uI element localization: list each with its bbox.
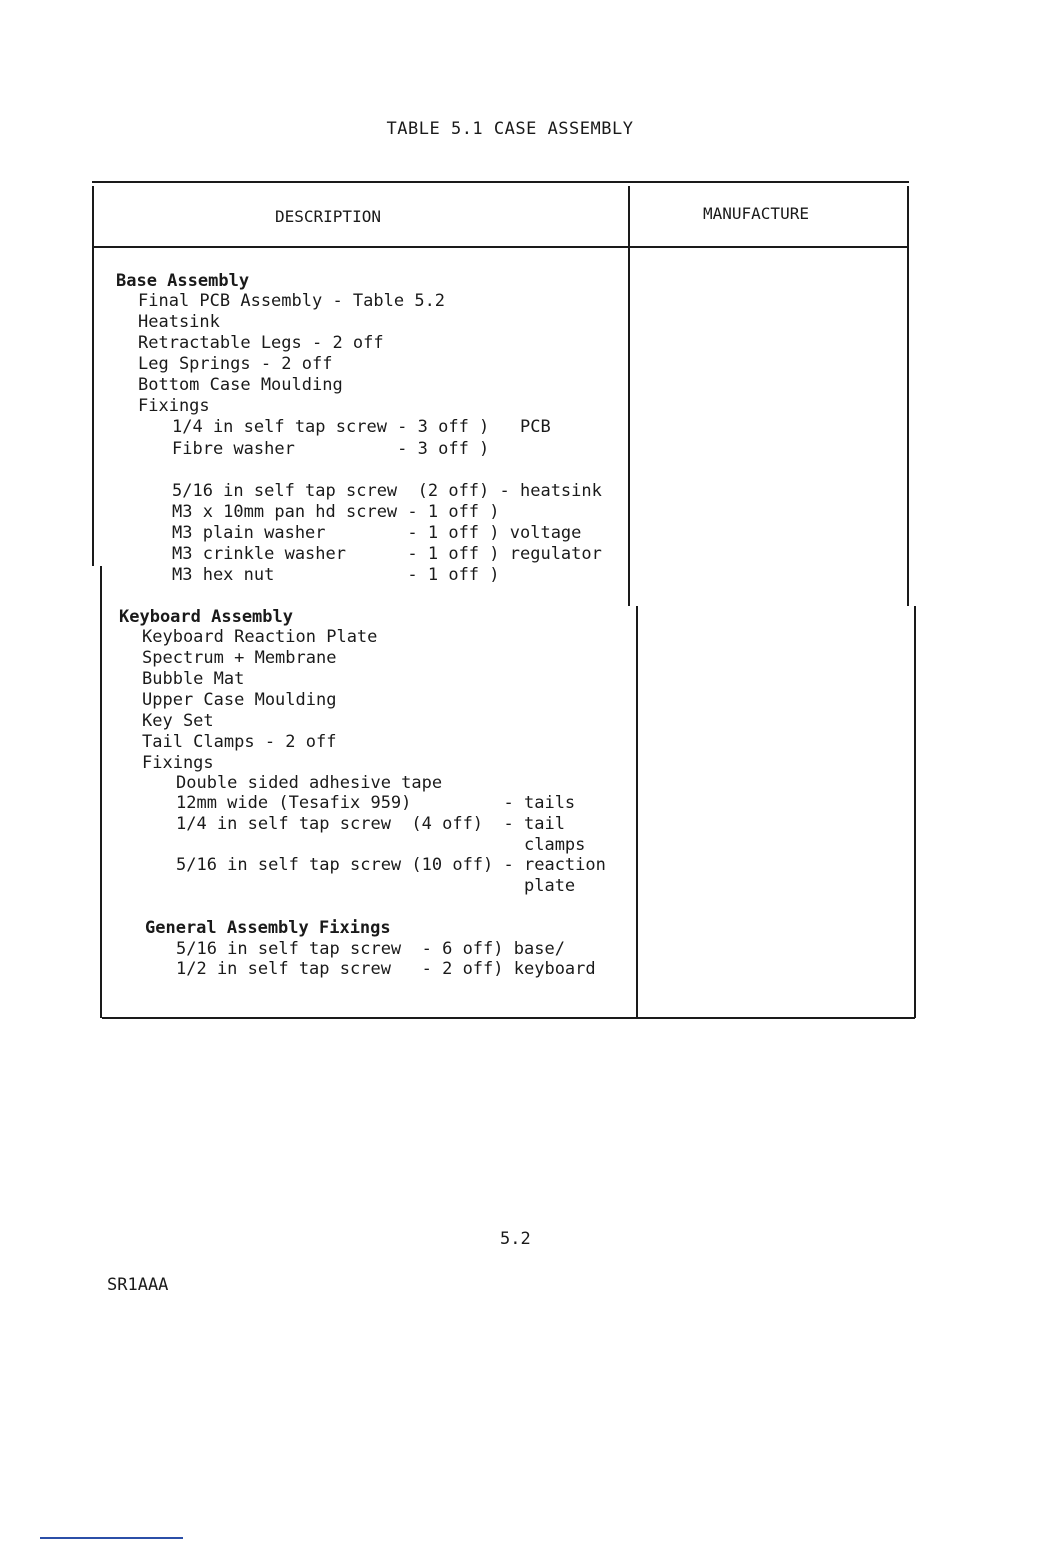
description-header: DESCRIPTION [275,207,381,226]
list-item: Retractable Legs - 2 off [138,333,384,353]
fixing-line: 1/4 in self tap screw - 3 off ) PCB [172,417,551,437]
page-number: 5.2 [500,1229,531,1249]
list-item: Tail Clamps - 2 off [142,732,337,752]
fixing-line: M3 hex nut - 1 off ) [172,565,500,585]
list-item: Fixings [142,753,214,773]
manufacture-header: MANUFACTURE [703,204,809,223]
left-border [92,186,94,566]
list-item: Keyboard Reaction Plate [142,627,378,647]
list-item: Heatsink [138,312,220,332]
fixing-line: M3 plain washer - 1 off ) voltage [172,523,582,543]
list-item: Leg Springs - 2 off [138,354,333,374]
fixing-line: M3 crinkle washer - 1 off ) regulator [172,544,602,564]
fixing-line: Fibre washer - 3 off ) [172,439,490,459]
column-divider-lower [636,606,638,1018]
table-top-rule [92,181,909,183]
right-border-lower [914,606,916,1018]
fixing-line: 1/4 in self tap screw (4 off) - tail [176,814,565,834]
right-border [907,186,909,606]
fixing-line: 1/2 in self tap screw - 2 off) keyboard [176,959,596,979]
list-item: Bubble Mat [142,669,245,689]
fixing-line: M3 x 10mm pan hd screw - 1 off ) [172,502,500,522]
fixing-line: Double sided adhesive tape [176,773,443,793]
base-assembly-heading: Base Assembly [116,271,250,291]
fixing-line: 5/16 in self tap screw - 6 off) base/ [176,939,565,959]
fixing-line: 5/16 in self tap screw (2 off) - heatsink [172,481,602,501]
list-item: Upper Case Moulding [142,690,337,710]
list-item: Final PCB Assembly - Table 5.2 [138,291,446,311]
list-item: Key Set [142,711,214,731]
header-bottom-rule [92,246,909,248]
left-border-lower [100,566,102,1018]
list-item: Bottom Case Moulding [138,375,343,395]
fixing-line: clamps [176,835,586,855]
fixing-line: 5/16 in self tap screw (10 off) - reaction [176,855,606,875]
general-assembly-heading: General Assembly Fixings [145,918,391,938]
table-bottom-rule [102,1017,915,1019]
list-item: Fixings [138,396,210,416]
fixing-line: plate [176,876,576,896]
column-divider [628,186,630,606]
document-code: SR1AAA [107,1275,169,1295]
list-item: Spectrum + Membrane [142,648,337,668]
footer-rule [40,1537,183,1539]
table-title: TABLE 5.1 CASE ASSEMBLY [386,119,634,139]
fixing-line: 12mm wide (Tesafix 959) - tails [176,793,576,813]
keyboard-assembly-heading: Keyboard Assembly [119,607,293,627]
